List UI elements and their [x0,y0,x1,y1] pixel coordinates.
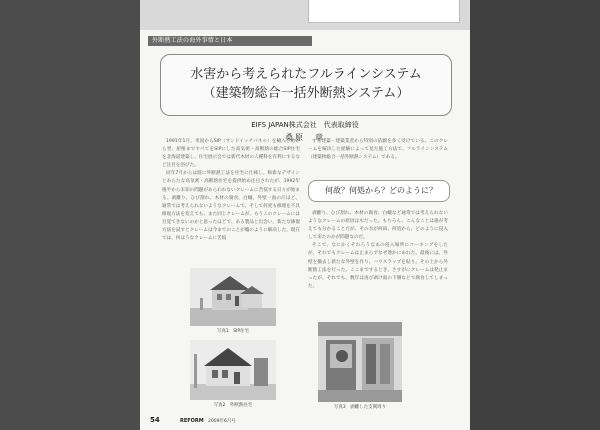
photo3-caption: 写真3 剥離した支関周り [333,405,387,410]
magazine-page [140,0,470,430]
photo-sip-house [190,268,276,326]
body-paragraph: そこで、なにかくそれろうなあの侵入場所にコーキングをしたが、それでもクレームは止まらずなぜ連かにあれた。最後には、外壁を撤去し新たな外壁を作り、ハウスラップを貼り、その上から外断熱工法を行った。ここまでするとき、さすがにクレームは発止まったが、それでも、数年は再び剥け面の下側などで腐食してしまった。 [308,243,448,289]
body-paragraph: 同年7月からは既に外断熱工法を住宅に仕様し、斬新なデザインとあらたな高気密・高断熱住宅を提供始め注目されたが、1992年後半から未知の問題があらわれないクレームに苦悩する日々が始まる。剥離り、ひび割れ、木材の腐食、白蟻、外壁一面の汗ほど、通常では考えられないようなクレームで、そして何度も修理を不具修復方法を変えても、また同じクレームが、もうこのクレームには目覚てきないのかと思ったほどで、ある製品と出会い、新たな修復方法を試すとクレームは今までのことが嘘のように解決した。現在では、何ほうなクレームに苦悩 [162,171,300,242]
photo1-caption: 写真1 SIP住宅 [216,329,250,334]
left-background [0,0,140,430]
body-right-column-top [308,138,448,176]
question-heading: 何故？何処から？どのように？ [325,186,437,195]
page-number: 54 [150,416,160,424]
photo2-caption: 写真2 外断熱住宅 [213,403,253,408]
author-name: 桑原 章 [285,133,325,142]
photo-peeled-entrance [318,322,402,402]
body-paragraph: する建築・建築業者から特別の依頼を多く受けている。このクレームを解決した経験によって見た施工方法で、フルラインシステム（建築物総合一括外断熱システム）である。 [308,139,448,161]
body-right-column-bottom [308,210,448,310]
article-subtitle: （建築物総合一括外断熱システム） [202,86,410,101]
magazine-name: REFORM [180,418,204,424]
body-left-column [162,138,300,268]
question-heading-box [308,180,450,202]
right-background [470,0,600,430]
title-box [160,54,452,116]
photo-insulated-house [190,340,276,400]
section-label: 外断熱工法の海外事情と日本 [148,36,312,46]
body-paragraph: 1991年1月、米国からSIP（サンドイッチパネル）を輸入し始から翌、屋根まですべてをSIPにした高気密・高断熱の総合SIP住宅を北海道建築し、住宅展示会では新代木材の人種科を有利にするなど注目を浴びた。 [162,139,300,169]
body-paragraph: 剥離り、ひび割れ、木材の腐食、白蟻など通常では考えられないようなクレームの原因は水だった。もちろん、こんなことは誰が考えても分かることだが、その水が何故、何処から、どのように侵入して来たのかが問題なのだ。 [308,211,448,241]
header-box [308,0,460,23]
article-title: 水害から考えられたフルラインシステム [190,67,422,82]
issue-date: 2009年6月号 [208,419,236,424]
author-organization: EIFS JAPAN株式会社 代表取締役 [251,121,359,129]
